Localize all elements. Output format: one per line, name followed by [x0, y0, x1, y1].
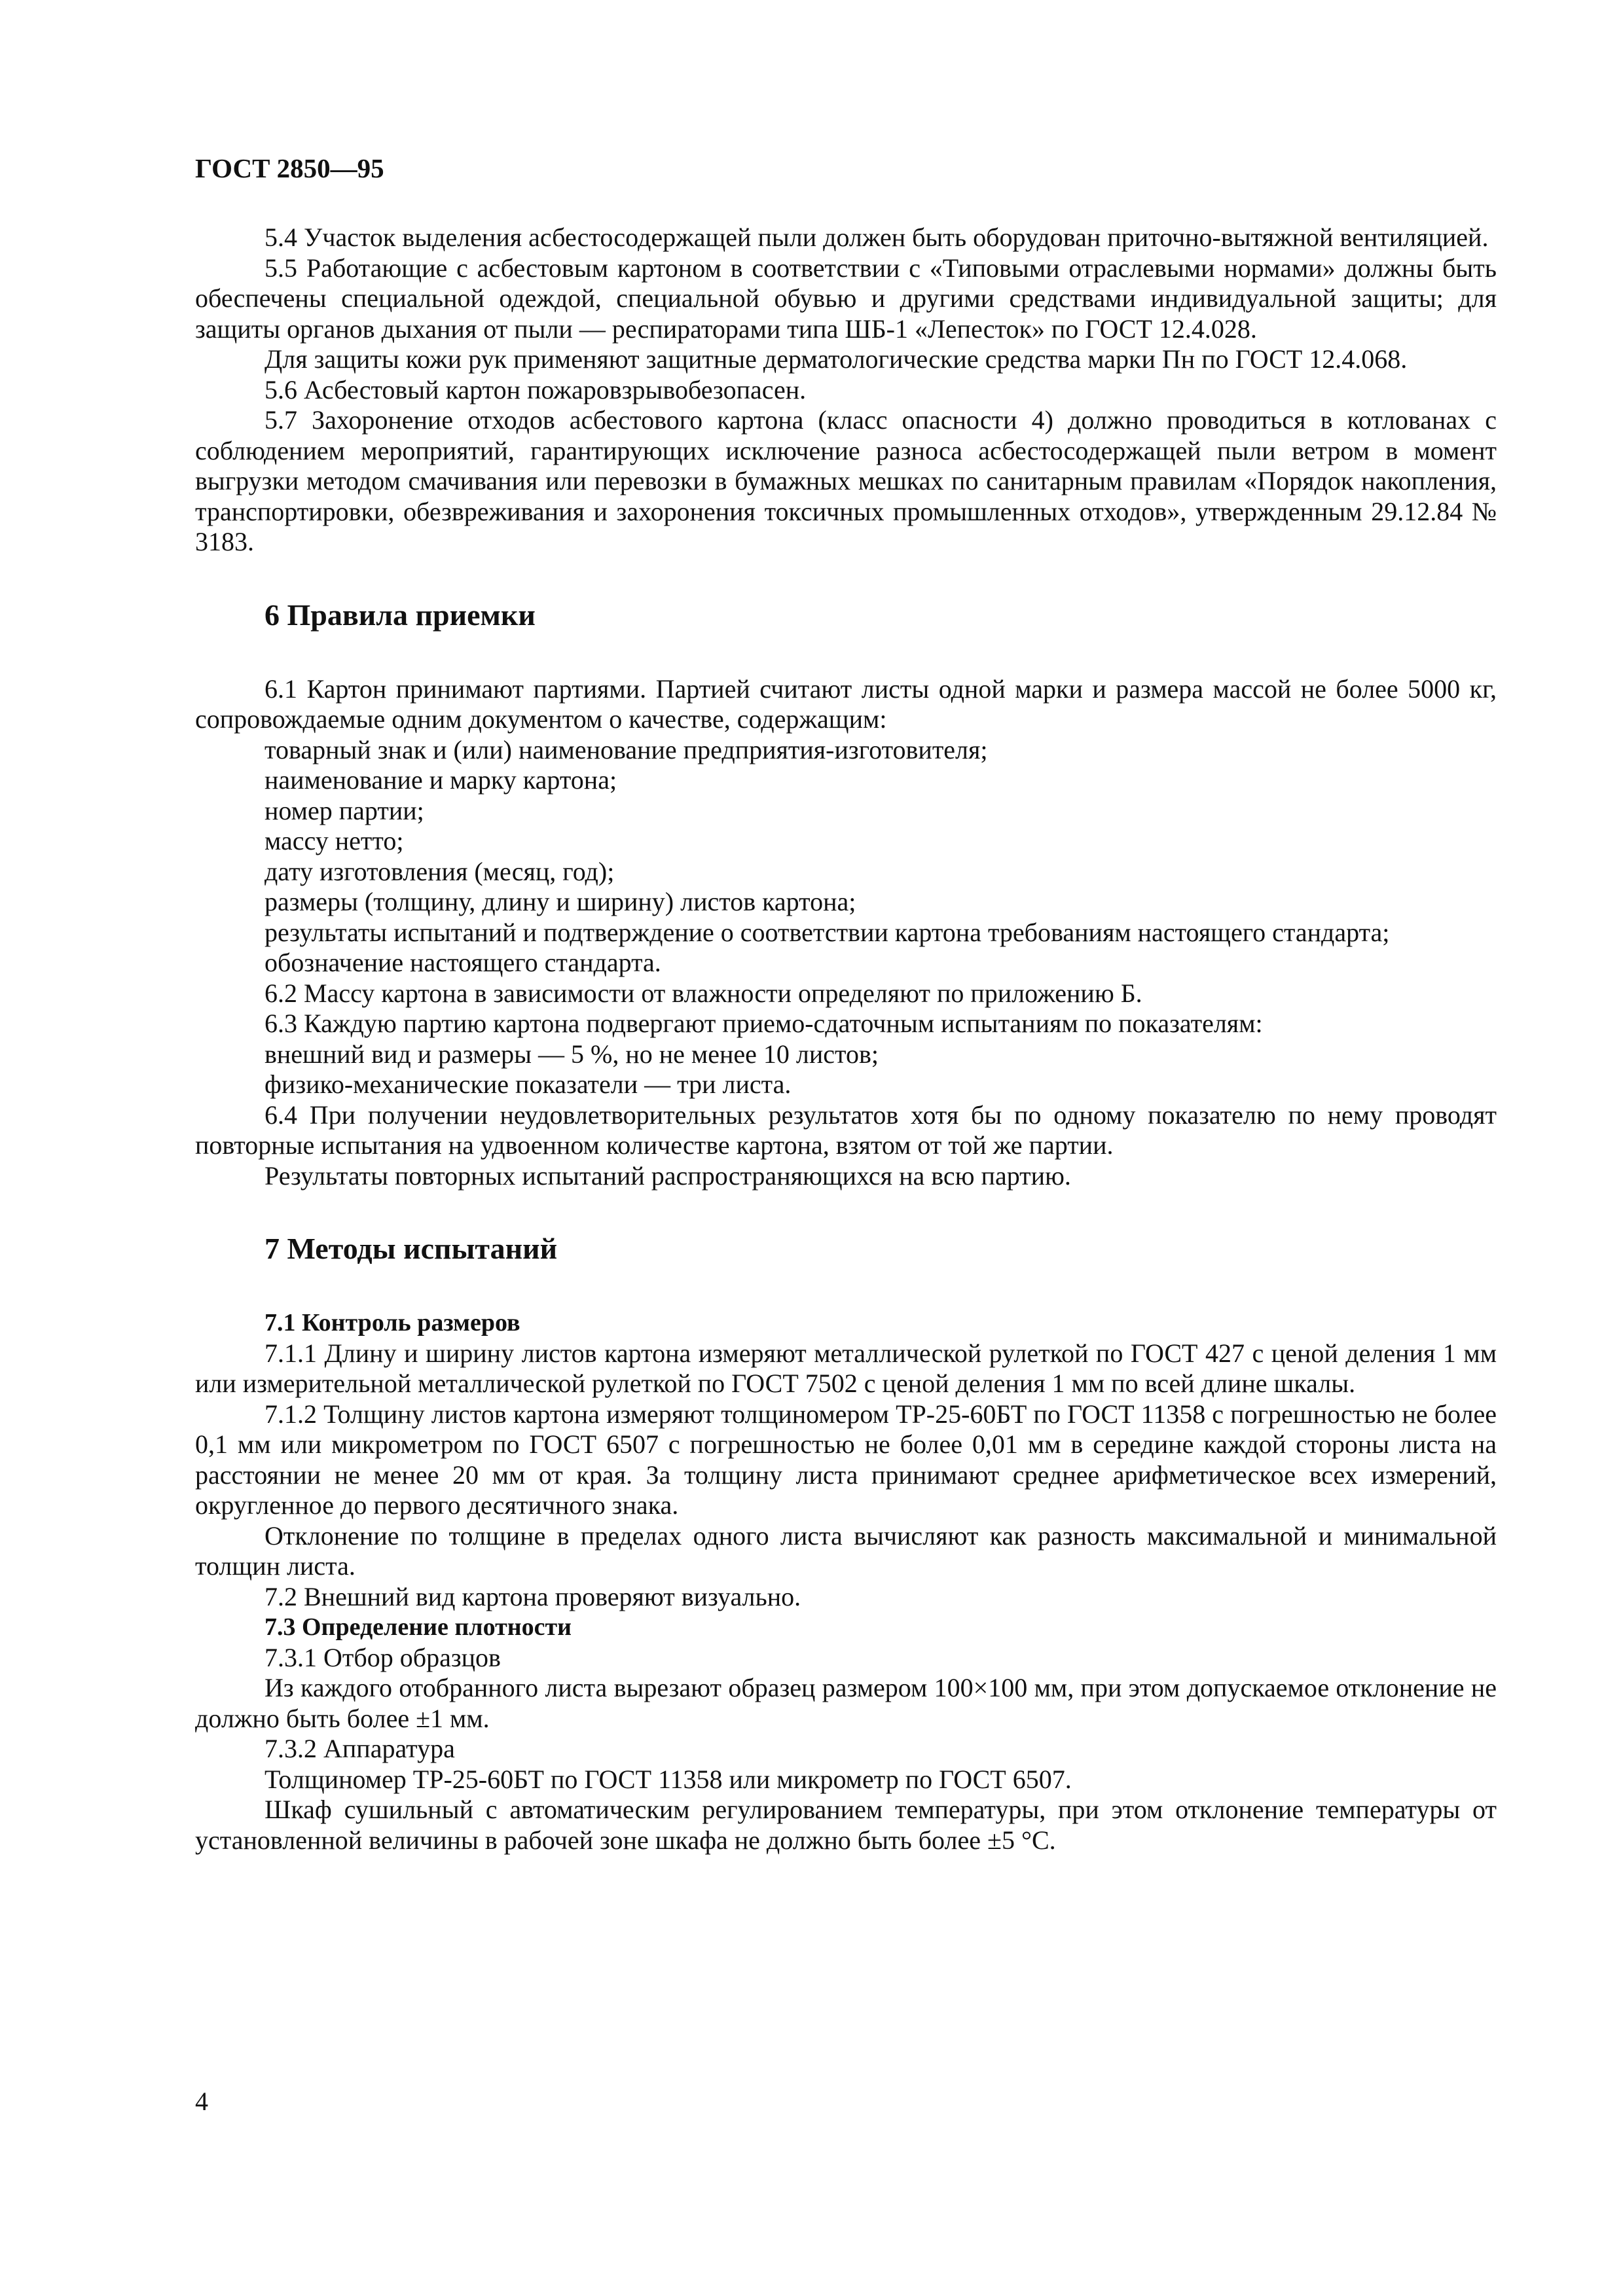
list-item: внешний вид и размеры — 5 %, но не менее 10 листов;	[264, 1039, 879, 1069]
paragraph-7-3-1: 7.3.1 Отбор образцов	[264, 1642, 501, 1672]
list-item: наименование и марку картона;	[264, 765, 617, 795]
document-header: ГОСТ 2850—95	[195, 153, 384, 183]
list-item: размеры (толщину, длину и ширину) листов картона;	[264, 887, 856, 916]
subheading-7-3: 7.3 Определение плотности	[264, 1613, 572, 1641]
paragraph-5-6: 5.6 Асбестовый картон пожаровзрывобезопасен.	[264, 374, 807, 404]
section-6-body	[195, 674, 1497, 1192]
subheading-7-1: 7.1 Контроль размеров	[264, 1309, 520, 1336]
paragraph-6-2: 6.2 Массу картона в зависимости от влажности определяют по приложению Б.	[264, 978, 1142, 1008]
list-item: обозначение настоящего стандарта.	[264, 948, 661, 977]
paragraph-7-3-2-drying-cabinet: Шкаф сушильный с автоматическим регулированием температуры, при этом отклонение температуры от установленной величины в рабочей зоне шкафа не должно быть более ±5 °С.	[195, 1795, 1497, 1855]
paragraph-7-1-1: 7.1.1 Длину и ширину листов картона измеряют металлической рулеткой по ГОСТ 427 с ценой деления 1 мм или измерительной металлической рулеткой по ГОСТ 7502 с ценой деления 1 мм по всей длине шкалы.	[195, 1338, 1497, 1398]
section-5-body	[195, 223, 1497, 558]
page-number: 4	[195, 2087, 208, 2116]
list-item: результаты испытаний и подтверждение о соответствии картона требованиям настоящего стандарта;	[264, 917, 1390, 947]
paragraph-5-5: 5.5 Работающие с асбестовым картоном в соответствии с «Типовыми отраслевыми нормами» должны быть обеспечены специальной одеждой, специальной обувью и другими средствами индивидуальной защиты; для защиты органов дыхания от пыли — респираторами типа ШБ-1 «Лепесток» по ГОСТ 12.4.028.	[195, 253, 1497, 344]
paragraph-6-3: 6.3 Каждую партию картона подвергают приемо-сдаточным испытаниям по показателям:	[264, 1009, 1263, 1038]
paragraph-7-3-2-thickness-gauge: Толщиномер ТР-25-60БТ по ГОСТ 11358 или микрометр по ГОСТ 6507.	[264, 1764, 1072, 1794]
paragraph-7-3-1-sample: Из каждого отобранного листа вырезают образец размером 100×100 мм, при этом допускаемое отклонение не должно быть более ±1 мм.	[195, 1673, 1497, 1733]
list-item: массу нетто;	[264, 826, 404, 855]
paragraph-7-2: 7.2 Внешний вид картона проверяют визуально.	[264, 1581, 801, 1611]
paragraph-5-5-skin-protection: Для защиты кожи рук применяют защитные дерматологические средства марки Пн по ГОСТ 12.4.068.	[264, 344, 1408, 374]
document-page	[195, 151, 1497, 1856]
paragraph-6-4: 6.4 При получении неудовлетворительных результатов хотя бы по одному показателю по нему проводят повторные испытания на удвоенном количестве картона, взятом от той же партии.	[195, 1100, 1497, 1160]
paragraph-7-3-2: 7.3.2 Аппаратура	[264, 1734, 455, 1763]
paragraph-6-1: 6.1 Картон принимают партиями. Партией считают листы одной марки и размера массой не более 5000 кг, сопровождаемые одним документом о качестве, содержащим:	[195, 673, 1497, 734]
list-item: дату изготовления (месяц, год);	[264, 856, 615, 886]
paragraph-5-7: 5.7 Захоронение отходов асбестового картона (класс опасности 4) должно проводиться в котлованах с соблюдением мероприятий, гарантирующих исключение разноса асбестосодержащей пыли ветром в момент выгрузки методом смачивания или перевозки в бумажных мешках по санитарным правилам «Порядок накопления, транспортировки, обезвреживания и захоронения токсичных промышленных отходов», утвержденным 29.12.84 № 3183.	[195, 405, 1497, 556]
section-7-body	[195, 1308, 1497, 1856]
list-item: номер партии;	[264, 795, 424, 825]
paragraph-5-4: 5.4 Участок выделения асбестосодержащей пыли должен быть оборудован приточно-вытяжной вентиляцией.	[264, 223, 1489, 252]
section-6-heading: 6 Правила приемки	[264, 598, 536, 632]
paragraph-7-1-2: 7.1.2 Толщину листов картона измеряют толщиномером ТР-25-60БТ по ГОСТ 11358 с погрешностью не более 0,1 мм или микрометром по ГОСТ 6507 с погрешностью не более 0,01 мм в середине каждой стороны листа на расстоянии не менее 20 мм от края. За толщину листа принимают среднее арифметическое всех измерений, округленное до первого десятичного знака.	[195, 1399, 1497, 1520]
list-item: товарный знак и (или) наименование предприятия-изготовителя;	[264, 734, 988, 764]
paragraph-6-4-retest-results: Результаты повторных испытаний распространяющихся на всю партию.	[264, 1160, 1071, 1191]
section-7-heading: 7 Методы испытаний	[264, 1232, 558, 1265]
list-item: физико-механические показатели — три листа.	[264, 1069, 792, 1099]
paragraph-7-1-2-deviation: Отклонение по толщине в пределах одного листа вычисляют как разность максимальной и минимальной толщин листа.	[195, 1520, 1497, 1581]
